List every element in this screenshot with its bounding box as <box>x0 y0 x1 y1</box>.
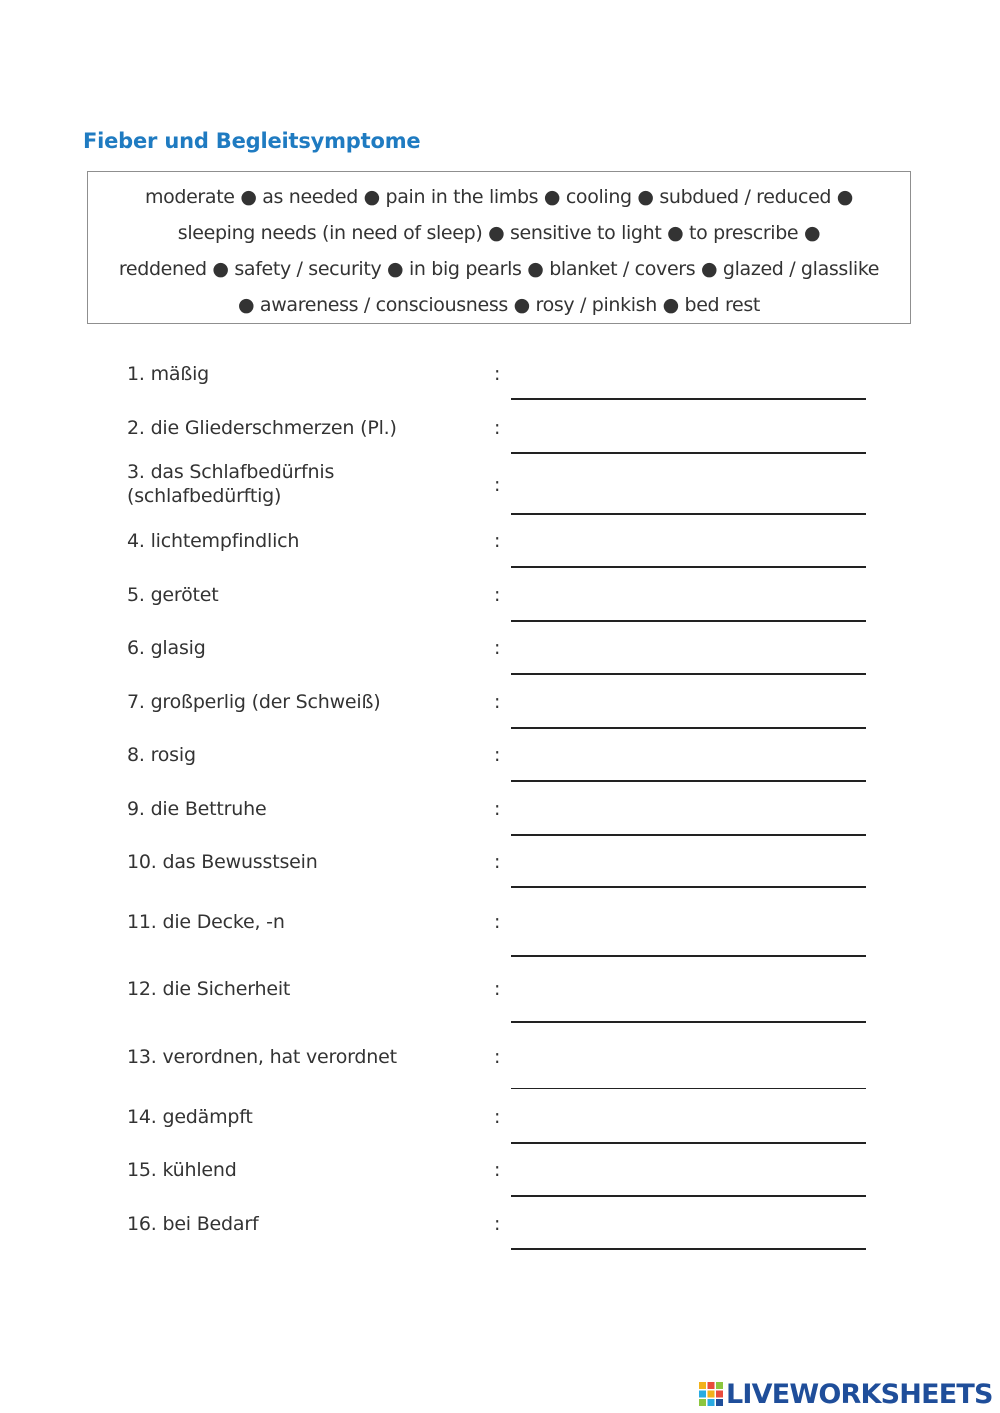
colon-separator: : <box>494 1046 501 1068</box>
colon-separator: : <box>494 1159 501 1181</box>
term-label: 6. glasig <box>127 637 206 659</box>
page-title: Fieber und Begleitsymptome <box>83 129 421 153</box>
answer-input[interactable] <box>511 673 866 675</box>
colon-separator: : <box>494 1213 501 1235</box>
term-label: 16. bei Bedarf <box>127 1213 259 1235</box>
term-label: 12. die Sicherheit <box>127 978 291 1000</box>
colon-separator: : <box>494 744 501 766</box>
term-label: 13. verordnen, hat verordnet <box>127 1046 397 1068</box>
term-label: 9. die Bettruhe <box>127 798 267 820</box>
colon-separator: : <box>494 474 501 496</box>
answer-input[interactable] <box>511 398 866 400</box>
term-label: 11. die Decke, -n <box>127 911 285 933</box>
colon-separator: : <box>494 691 501 713</box>
colon-separator: : <box>494 417 501 439</box>
answer-input[interactable] <box>511 727 866 729</box>
term-label: 7. großperlig (der Schweiß) <box>127 691 381 713</box>
colon-separator: : <box>494 363 501 385</box>
logo-text: LIVEWORKSHEETS <box>726 1378 993 1410</box>
liveworksheets-logo[interactable] <box>698 1377 993 1411</box>
term-label: 15. kühlend <box>127 1159 237 1181</box>
colon-separator: : <box>494 1106 501 1128</box>
term-label: 1. mäßig <box>127 363 210 385</box>
answer-input[interactable] <box>511 780 866 782</box>
answer-input[interactable] <box>511 513 866 515</box>
answer-input[interactable] <box>511 834 866 836</box>
answer-input[interactable] <box>511 955 866 957</box>
word-bank-line: sleeping needs (in need of sleep) ● sensitive to light ● to prescribe ● <box>177 222 821 244</box>
answer-input[interactable] <box>511 1088 866 1089</box>
word-bank-line: ● awareness / consciousness ● rosy / pinkish ● bed rest <box>238 294 760 316</box>
term-label: 5. gerötet <box>127 584 219 606</box>
colon-separator: : <box>494 851 501 873</box>
term-label: 14. gedämpft <box>127 1106 253 1128</box>
answer-input[interactable] <box>511 566 866 568</box>
word-bank <box>87 171 911 324</box>
answer-input[interactable] <box>511 1248 866 1250</box>
liveworksheets-logo-icon <box>698 1381 724 1407</box>
answer-input[interactable] <box>511 1142 866 1144</box>
term-label-continued: (schlafbedürftig) <box>127 485 282 507</box>
answer-input[interactable] <box>511 1195 866 1197</box>
colon-separator: : <box>494 637 501 659</box>
answer-input[interactable] <box>511 452 866 454</box>
term-label: 3. das Schlafbedürfnis <box>127 461 335 483</box>
answer-input[interactable] <box>511 886 866 888</box>
colon-separator: : <box>494 584 501 606</box>
colon-separator: : <box>494 978 501 1000</box>
term-label: 2. die Gliederschmerzen (Pl.) <box>127 417 397 439</box>
colon-separator: : <box>494 530 501 552</box>
word-bank-line: reddened ● safety / security ● in big pearls ● blanket / covers ● glazed / glasslike <box>118 258 880 280</box>
colon-separator: : <box>494 798 501 820</box>
term-label: 4. lichtempfindlich <box>127 530 300 552</box>
answer-input[interactable] <box>511 620 866 622</box>
term-label: 8. rosig <box>127 744 196 766</box>
answer-input[interactable] <box>511 1021 866 1023</box>
term-label: 10. das Bewusstsein <box>127 851 318 873</box>
colon-separator: : <box>494 911 501 933</box>
word-bank-line: moderate ● as needed ● pain in the limbs ● cooling ● subdued / reduced ● <box>144 186 854 208</box>
